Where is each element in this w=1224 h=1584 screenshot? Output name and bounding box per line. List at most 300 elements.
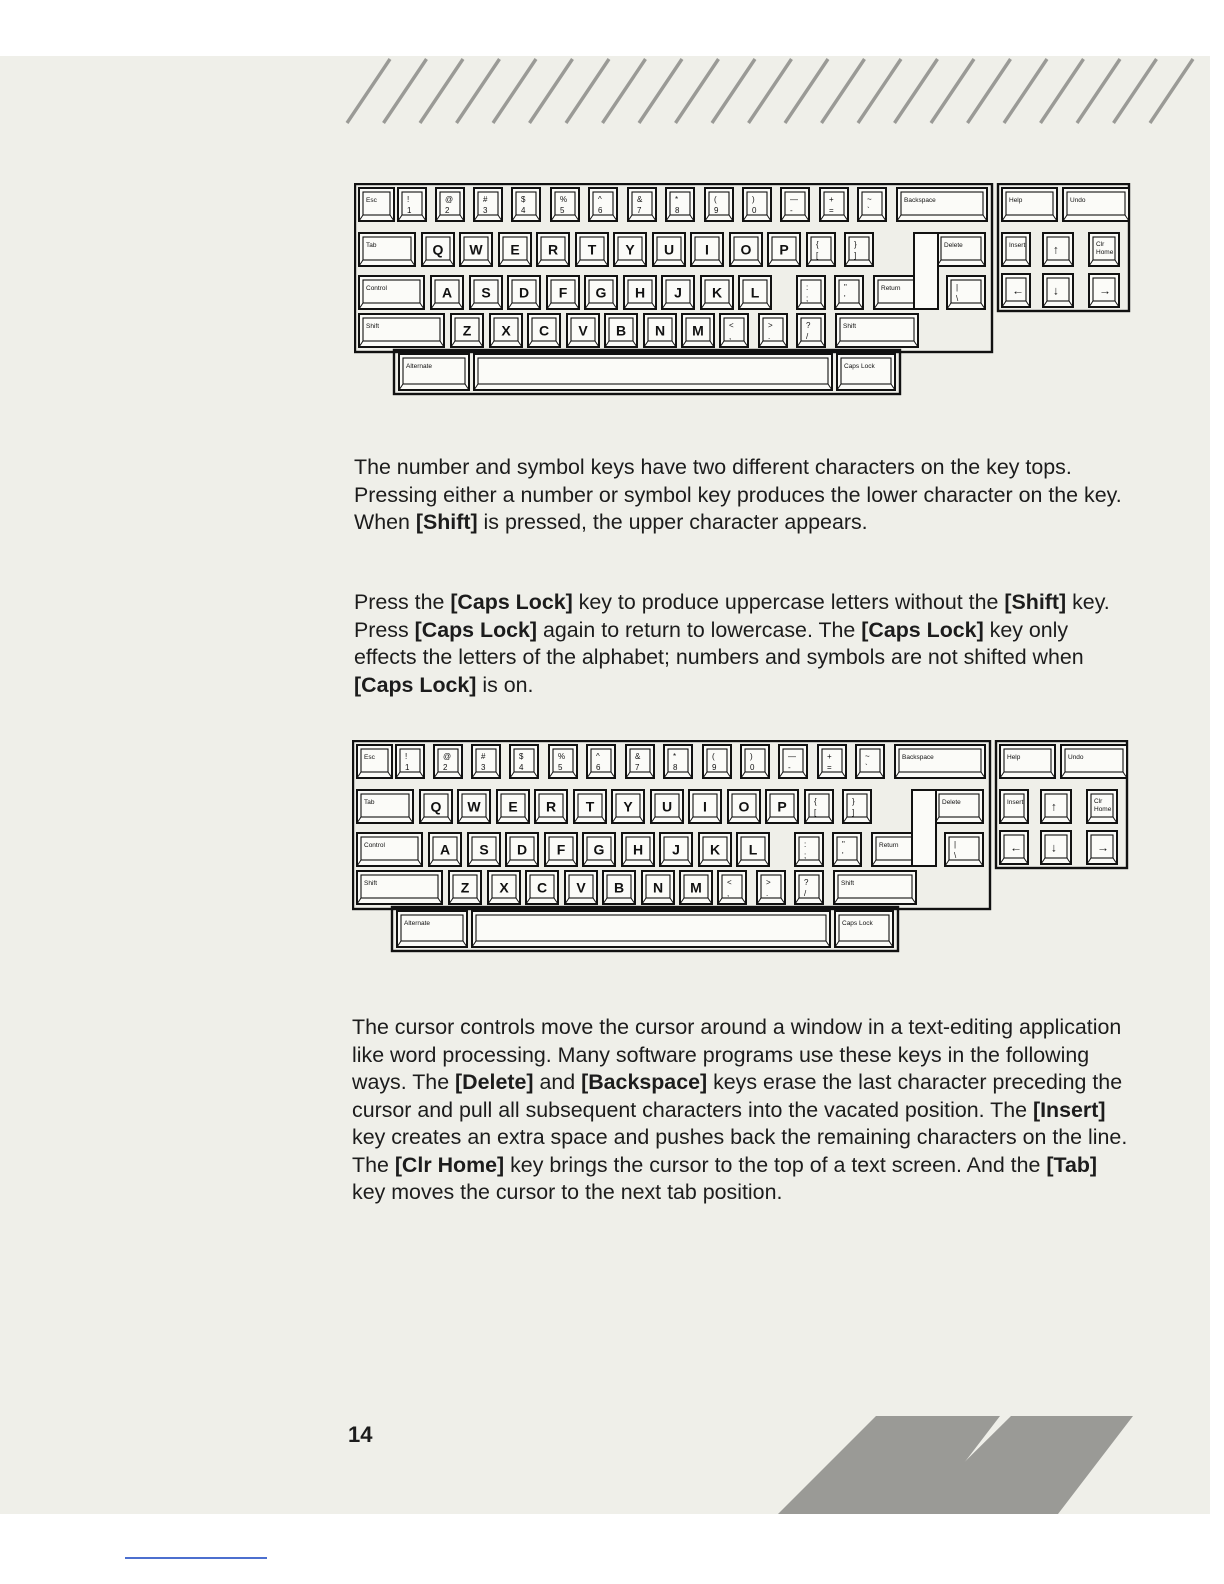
key-lower-char: 1 <box>405 763 410 772</box>
key-upper-char: ^ <box>596 752 600 761</box>
key-upper-char: " <box>842 840 845 849</box>
para3-text-5: key brings the cursor to the top of a text screen. And the <box>504 1152 1047 1177</box>
key-upper-char: ! <box>407 195 410 204</box>
key-k <box>699 833 731 866</box>
key-letter: I <box>703 798 707 815</box>
key-lower-char: ] <box>854 251 857 260</box>
key-left <box>1000 831 1028 864</box>
key-rbracket <box>843 790 871 823</box>
key-lower-char: ` <box>867 206 870 215</box>
key-r <box>535 790 567 823</box>
key-letter: X <box>499 879 509 896</box>
para2-key-5: [Caps Lock] <box>354 672 477 697</box>
key-1 <box>396 745 424 778</box>
key-label: Tab <box>366 242 377 249</box>
key-letter: R <box>545 798 557 815</box>
key-u <box>651 790 683 823</box>
key-label: ↑ <box>1053 242 1059 257</box>
key-comma <box>718 871 746 904</box>
key-x <box>488 871 520 904</box>
key-lower-char: 7 <box>635 763 640 772</box>
para3-text-4: key creates an extra space and pushes back the remaining characters on the line. The <box>352 1125 1128 1177</box>
key-n <box>644 314 676 347</box>
key-label: Help <box>1009 197 1023 204</box>
key-letter: V <box>578 322 588 339</box>
key-letter: N <box>654 322 666 339</box>
key-label: Return <box>881 285 901 292</box>
bottom-band-decoration <box>0 1400 1224 1520</box>
key-letter: G <box>593 841 605 858</box>
key-upper-char: : <box>804 840 807 849</box>
key-lower-char: = <box>827 763 832 772</box>
key-m <box>682 314 714 347</box>
key-upper-char: + <box>827 752 832 761</box>
key-lower-char: 5 <box>558 763 563 772</box>
key-upper-char: # <box>483 195 488 204</box>
key-i <box>689 790 721 823</box>
key-insert <box>1000 790 1028 823</box>
key-5 <box>549 745 577 778</box>
key-letter: O <box>740 241 752 258</box>
key-label: Backspace <box>904 197 936 204</box>
key-g <box>585 276 617 309</box>
key-label: Undo <box>1068 754 1084 761</box>
para2-key-2: [Shift] <box>1004 590 1067 614</box>
key-slash <box>795 871 823 904</box>
key-letter: B <box>613 879 625 896</box>
key-letter: D <box>518 284 530 301</box>
key-lower-char: 7 <box>637 206 642 215</box>
key-equals <box>818 745 846 778</box>
key-delete <box>937 233 985 266</box>
key-upper-char: | <box>954 840 957 849</box>
key-letter: A <box>441 284 453 301</box>
key-letter: P <box>777 798 787 815</box>
top-stripe <box>968 59 1011 123</box>
key-lshift <box>359 314 444 347</box>
key-3 <box>474 188 502 221</box>
key-letter: R <box>547 241 559 258</box>
key-upper-char: " <box>844 283 847 292</box>
key-label: ← <box>1010 840 1022 855</box>
key-o <box>728 790 760 823</box>
key-q <box>422 233 454 266</box>
para2-text-5: key only effects the letters of the alphabet; numbers and symbols are not shifted when <box>354 617 1084 669</box>
key-upper-char: ) <box>752 195 755 204</box>
top-stripe <box>712 59 755 123</box>
key-lower-char: , <box>727 889 730 898</box>
key-label: Alternate <box>406 363 433 370</box>
key-label: Tab <box>364 799 375 806</box>
key-upper-char: } <box>852 797 855 806</box>
key-lower-char: - <box>790 206 793 215</box>
key-i <box>691 233 723 266</box>
key-b <box>603 871 635 904</box>
key-h <box>624 276 656 309</box>
key-letter: C <box>536 879 548 896</box>
key-right <box>1087 831 1117 864</box>
key-letter: Q <box>430 798 442 815</box>
key-f <box>547 276 579 309</box>
key-label: Caps Lock <box>842 920 873 927</box>
key-p <box>766 790 798 823</box>
key-x <box>490 314 522 347</box>
top-stripe <box>1077 59 1120 123</box>
key-insert <box>1002 233 1030 266</box>
paragraph-shift-keys <box>354 454 1134 537</box>
key-lower-char: 3 <box>481 763 486 772</box>
key-letter: C <box>538 322 550 339</box>
top-stripe <box>420 59 463 123</box>
top-stripe <box>1114 59 1157 123</box>
key-letter: Q <box>432 241 444 258</box>
key-4 <box>510 745 538 778</box>
key-k <box>701 276 733 309</box>
key-upper-char: ~ <box>865 752 870 761</box>
top-stripe <box>785 59 828 123</box>
key-letter: A <box>439 841 451 858</box>
key-label: Delete <box>944 242 963 249</box>
key-c <box>526 871 558 904</box>
key-label: Insert <box>1009 242 1026 249</box>
key-letter: Z <box>460 879 470 896</box>
key-letter: P <box>779 241 789 258</box>
key-upper-char: ? <box>804 878 809 887</box>
key-tilde <box>856 745 884 778</box>
key-l <box>739 276 771 309</box>
top-stripe <box>493 59 536 123</box>
key-lower-char: . <box>768 332 771 341</box>
key-slash <box>797 314 825 347</box>
key-label: → <box>1099 283 1111 298</box>
key-e <box>497 790 529 823</box>
key-v <box>565 871 597 904</box>
key-m <box>680 871 712 904</box>
key-upper-char: * <box>675 195 679 204</box>
key-upper-char: } <box>854 240 857 249</box>
top-stripe-decoration <box>0 0 1224 140</box>
key-comma <box>720 314 748 347</box>
top-stripe <box>1041 59 1084 123</box>
key-lower-char: 8 <box>673 763 678 772</box>
key-w <box>460 233 492 266</box>
key-down <box>1043 274 1073 307</box>
key-upper-char: ) <box>750 752 753 761</box>
key-backspace <box>895 745 985 778</box>
key-lower-char: 2 <box>443 763 448 772</box>
key-label: Alternate <box>404 920 431 927</box>
key-lower-char: - <box>788 763 791 772</box>
key-quote <box>833 833 861 866</box>
key-lower-char: 6 <box>596 763 601 772</box>
key-f <box>545 833 577 866</box>
key-letter: M <box>692 322 704 339</box>
key-lbracket <box>807 233 835 266</box>
return-key-stem <box>912 790 936 866</box>
top-stripe <box>676 59 719 123</box>
key-w <box>458 790 490 823</box>
key-6 <box>587 745 615 778</box>
keyboard-diagram-top <box>354 183 1134 399</box>
key-letter: W <box>467 798 481 815</box>
key-lower-char: 2 <box>445 206 450 215</box>
key-upper-char: — <box>788 752 796 761</box>
para3-text-3: keys erase the last character preceding the cursor and pull all subsequent characters into the vacated position. The <box>352 1070 1123 1122</box>
key-tab <box>359 233 415 266</box>
return-key-stem <box>914 233 938 309</box>
para1-text-2: is pressed, the upper character appears. <box>477 510 868 534</box>
para3-text-6: key moves the cursor to the next tab position. <box>352 1180 783 1204</box>
key-lower-char: [ <box>814 808 817 817</box>
key-lower-char: [ <box>816 251 819 260</box>
key-label: Clr <box>1094 798 1103 805</box>
key-7 <box>626 745 654 778</box>
para2-key-1: [Caps Lock] <box>450 590 573 614</box>
para3-key-4: [Clr Home] <box>394 1152 505 1177</box>
para3-key-1: [Delete] <box>455 1070 534 1094</box>
key-upper-char: # <box>481 752 486 761</box>
key-lower-char: 6 <box>598 206 603 215</box>
key-c <box>528 314 560 347</box>
key-letter: D <box>516 841 528 858</box>
key-q <box>420 790 452 823</box>
key-b <box>605 314 637 347</box>
key-esc <box>359 188 394 221</box>
key-y <box>612 790 644 823</box>
key-letter: B <box>615 322 627 339</box>
key-label: → <box>1097 840 1109 855</box>
key-right <box>1089 274 1119 307</box>
key-l <box>737 833 769 866</box>
key-j <box>660 833 692 866</box>
key-label: Control <box>366 285 387 292</box>
key-lower-char: = <box>829 206 834 215</box>
key-letter: Y <box>625 241 635 258</box>
key-letter: T <box>585 798 595 815</box>
key-letter: S <box>479 841 489 858</box>
key-equals <box>820 188 848 221</box>
key-backslash <box>945 833 983 866</box>
top-stripe <box>457 59 500 123</box>
key-upper-char: @ <box>443 752 452 761</box>
key-upper-char: & <box>637 195 643 204</box>
key-0 <box>743 188 771 221</box>
key-period <box>759 314 787 347</box>
key-letter: Y <box>623 798 633 815</box>
key-letter: K <box>711 284 723 301</box>
key-lower-char: ; <box>806 294 809 303</box>
key-6 <box>589 188 617 221</box>
key-8 <box>664 745 692 778</box>
top-stripe <box>1004 59 1047 123</box>
key-label: Shift <box>843 323 857 330</box>
key-y <box>614 233 646 266</box>
key-minus <box>781 188 809 221</box>
key-o <box>730 233 762 266</box>
bottom-rule <box>125 1557 267 1559</box>
para3-key-5: [Tab] <box>1046 1152 1098 1177</box>
key-tab <box>357 790 413 823</box>
key-label: Control <box>364 842 385 849</box>
key-t <box>576 233 608 266</box>
key-undo <box>1063 188 1129 221</box>
key-t <box>574 790 606 823</box>
key-rbracket <box>845 233 873 266</box>
key-letter: X <box>501 322 511 339</box>
key-label: Backspace <box>902 754 934 761</box>
top-stripe <box>566 59 609 123</box>
para2-text-2: key to produce uppercase letters without the <box>572 590 1005 614</box>
key-h <box>622 833 654 866</box>
key-semicolon <box>797 276 825 309</box>
key-lower-char: ] <box>852 808 855 817</box>
key-label: Shift <box>364 880 378 887</box>
key-upper-char: { <box>816 240 819 249</box>
key-clrhome <box>1089 233 1119 266</box>
key-letter: W <box>469 241 483 258</box>
key-upper-char: | <box>956 283 959 292</box>
key-upper-char: % <box>558 752 566 761</box>
key-9 <box>705 188 733 221</box>
key-lower-char: / <box>806 332 809 341</box>
key-lower-char: ' <box>842 851 844 860</box>
key-down <box>1041 831 1071 864</box>
key-8 <box>666 188 694 221</box>
key-label: Delete <box>942 799 961 806</box>
key-letter: I <box>705 241 709 258</box>
top-stripe <box>530 59 573 123</box>
key-control <box>357 833 422 866</box>
top-stripe <box>384 59 427 123</box>
key-space <box>474 354 832 390</box>
key-upper-char: ^ <box>598 195 602 204</box>
key-tilde <box>858 188 886 221</box>
key-upper-char: ( <box>712 752 715 761</box>
paragraph-cursor-controls <box>352 1014 1132 1207</box>
key-lower-char: 0 <box>752 206 757 215</box>
key-label: Esc <box>366 197 377 204</box>
key-letter: N <box>652 879 664 896</box>
key-z <box>449 871 481 904</box>
key-label: Help <box>1007 754 1021 761</box>
key-lower-char: . <box>766 889 769 898</box>
key-lbracket <box>805 790 833 823</box>
key-9 <box>703 745 731 778</box>
para2-text-4: again to return to lowercase. The <box>537 617 862 642</box>
key-rshift <box>834 871 916 904</box>
key-s <box>470 276 502 309</box>
key-2 <box>436 188 464 221</box>
para3-text-1: The cursor controls move the cursor around a window in a text-editing application like word processing. Many software programs use these keys in the following ways. The <box>352 1015 1122 1094</box>
key-label: ↑ <box>1051 799 1057 814</box>
key-quote <box>835 276 863 309</box>
key-upper-char: & <box>635 752 641 761</box>
key-2 <box>434 745 462 778</box>
key-letter: E <box>510 241 520 258</box>
key-upper-char: < <box>727 878 732 887</box>
key-z <box>451 314 483 347</box>
key-semicolon <box>795 833 823 866</box>
key-lower-char: \ <box>956 294 959 303</box>
key-backslash <box>947 276 985 309</box>
key-letter: H <box>634 284 646 301</box>
key-upper-char: { <box>814 797 817 806</box>
key-lshift <box>357 871 442 904</box>
key-up <box>1041 790 1071 823</box>
key-letter: L <box>748 841 758 858</box>
key-help <box>1000 745 1055 778</box>
key-letter: E <box>508 798 518 815</box>
key-d <box>508 276 540 309</box>
top-stripe <box>603 59 646 123</box>
key-backspace <box>897 188 987 221</box>
key-label: Shift <box>841 880 855 887</box>
para2-key-3: [Caps Lock] <box>414 617 538 642</box>
key-letter: L <box>750 284 760 301</box>
key-upper-char: : <box>806 283 809 292</box>
key-label: ↓ <box>1053 283 1059 298</box>
key-upper-char: $ <box>519 752 524 761</box>
key-letter: F <box>556 841 566 858</box>
key-n <box>642 871 674 904</box>
key-lower-char: , <box>729 332 732 341</box>
key-upper-char: ! <box>405 752 408 761</box>
key-g <box>583 833 615 866</box>
key-lower-char: ` <box>865 763 868 772</box>
key-d <box>506 833 538 866</box>
key-alternate <box>399 354 469 390</box>
key-lower-char: 9 <box>712 763 717 772</box>
key-label: Shift <box>366 323 380 330</box>
key-lower-char: / <box>804 889 807 898</box>
key-minus <box>779 745 807 778</box>
key-u <box>653 233 685 266</box>
key-0 <box>741 745 769 778</box>
key-upper-char: ~ <box>867 195 872 204</box>
key-upper-char: % <box>560 195 568 204</box>
top-stripe <box>895 59 938 123</box>
key-label: ← <box>1012 283 1024 298</box>
para2-text-6: is on. <box>476 672 534 697</box>
key-lower-char: 9 <box>714 206 719 215</box>
key-upper-char: — <box>790 195 798 204</box>
top-stripe <box>858 59 901 123</box>
key-lower-char: 5 <box>560 206 565 215</box>
key-letter: G <box>595 284 607 301</box>
key-label: Return <box>879 842 899 849</box>
key-j <box>662 276 694 309</box>
top-stripe <box>931 59 974 123</box>
key-4 <box>512 188 540 221</box>
key-letter: T <box>587 241 597 258</box>
key-capslock <box>835 911 893 947</box>
key-5 <box>551 188 579 221</box>
key-undo <box>1061 745 1127 778</box>
key-lower-char: 4 <box>519 763 524 772</box>
top-stripe <box>1150 59 1193 123</box>
top-stripe <box>822 59 865 123</box>
top-stripe <box>639 59 682 123</box>
para1-text-1: The number and symbol keys have two different characters on the key tops. Pressing either a number or symbol key produces the lower character on the key. When <box>354 455 1122 534</box>
key-help <box>1002 188 1057 221</box>
key-a <box>431 276 463 309</box>
key-lower-char: 3 <box>483 206 488 215</box>
key-label: Esc <box>364 754 375 761</box>
key-upper-char: * <box>673 752 677 761</box>
key-control <box>359 276 424 309</box>
key-v <box>567 314 599 347</box>
key-alternate <box>397 911 467 947</box>
